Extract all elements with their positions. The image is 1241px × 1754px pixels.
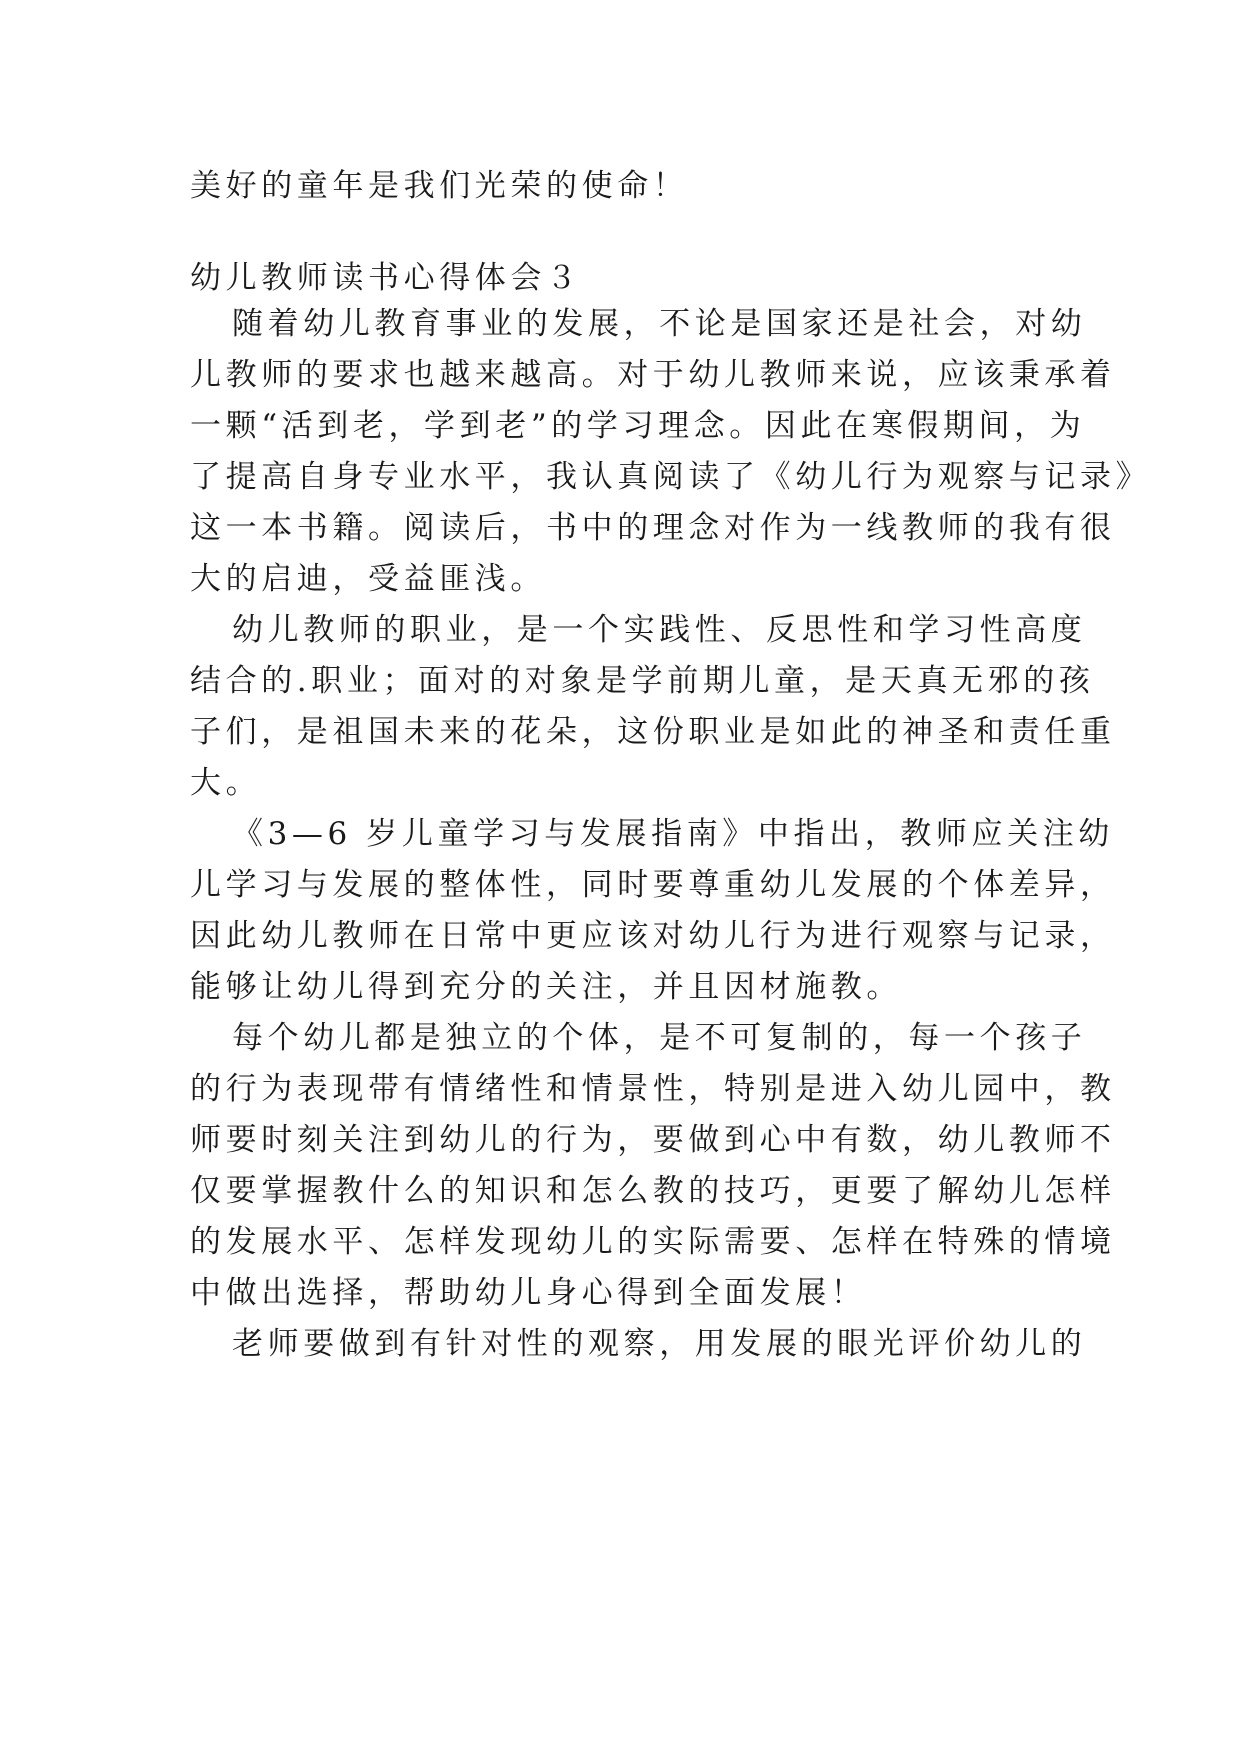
- paragraph-2-line-4: 大。: [190, 765, 262, 801]
- paragraph-1-line-4: 了提高自身专业水平，我认真阅读了《幼儿行为观察与记录》: [190, 459, 1152, 495]
- paragraph-4-line-2: 的行为表现带有情绪性和情景性，特别是进入幼儿园中，教: [190, 1071, 1116, 1107]
- paragraph-2-line-3: 子们，是祖国未来的花朵，这份职业是如此的神圣和责任重: [190, 714, 1116, 750]
- paragraph-1-line-2: 儿教师的要求也越来越高。对于幼儿教师来说，应该秉承着: [190, 357, 1116, 393]
- paragraph-4-line-1: 每个幼儿都是独立的个体，是不可复制的，每一个孩子: [232, 1020, 1087, 1056]
- paragraph-1-line-1: 随着幼儿教育事业的发展，不论是国家还是社会，对幼: [232, 306, 1087, 342]
- section-heading: 幼儿教师读书心得体会３: [190, 260, 582, 296]
- paragraph-2-line-2: 结合的.职业；面对的对象是学前期儿童，是天真无邪的孩: [190, 663, 1095, 699]
- paragraph-3-line-3: 因此幼儿教师在日常中更应该对幼儿行为进行观察与记录，: [190, 918, 1116, 954]
- paragraph-2-line-1: 幼儿教师的职业，是一个实践性、反思性和学习性高度: [232, 612, 1087, 648]
- paragraph-3-line-2: 儿学习与发展的整体性，同时要尊重幼儿发展的个体差异，: [190, 867, 1116, 903]
- paragraph-4-line-3: 师要时刻关注到幼儿的行为，要做到心中有数，幼儿教师不: [190, 1122, 1116, 1158]
- paragraph-1-line-5: 这一本书籍。阅读后，书中的理念对作为一线教师的我有很: [190, 510, 1116, 546]
- paragraph-4-line-5: 的发展水平、怎样发现幼儿的实际需要、怎样在特殊的情境: [190, 1224, 1116, 1260]
- text-line-closing-sentence: 美好的童年是我们光荣的使命！: [190, 168, 689, 204]
- paragraph-1-line-3: 一颗“活到老，学到老”的学习理念。因此在寒假期间，为: [190, 408, 1086, 444]
- paragraph-5-line-1: 老师要做到有针对性的观察，用发展的眼光评价幼儿的: [232, 1326, 1087, 1362]
- paragraph-3-line-1: 《3—6 岁儿童学习与发展指南》中指出，教师应关注幼: [232, 816, 1114, 852]
- paragraph-4-line-4: 仅要掌握教什么的知识和怎么教的技巧，更要了解幼儿怎样: [190, 1173, 1116, 1209]
- paragraph-3-line-4: 能够让幼儿得到充分的关注，并且因材施教。: [190, 969, 902, 1005]
- paragraph-1-line-6: 大的启迪，受益匪浅。: [190, 561, 546, 597]
- paragraph-4-line-6: 中做出选择，帮助幼儿身心得到全面发展！: [190, 1275, 867, 1311]
